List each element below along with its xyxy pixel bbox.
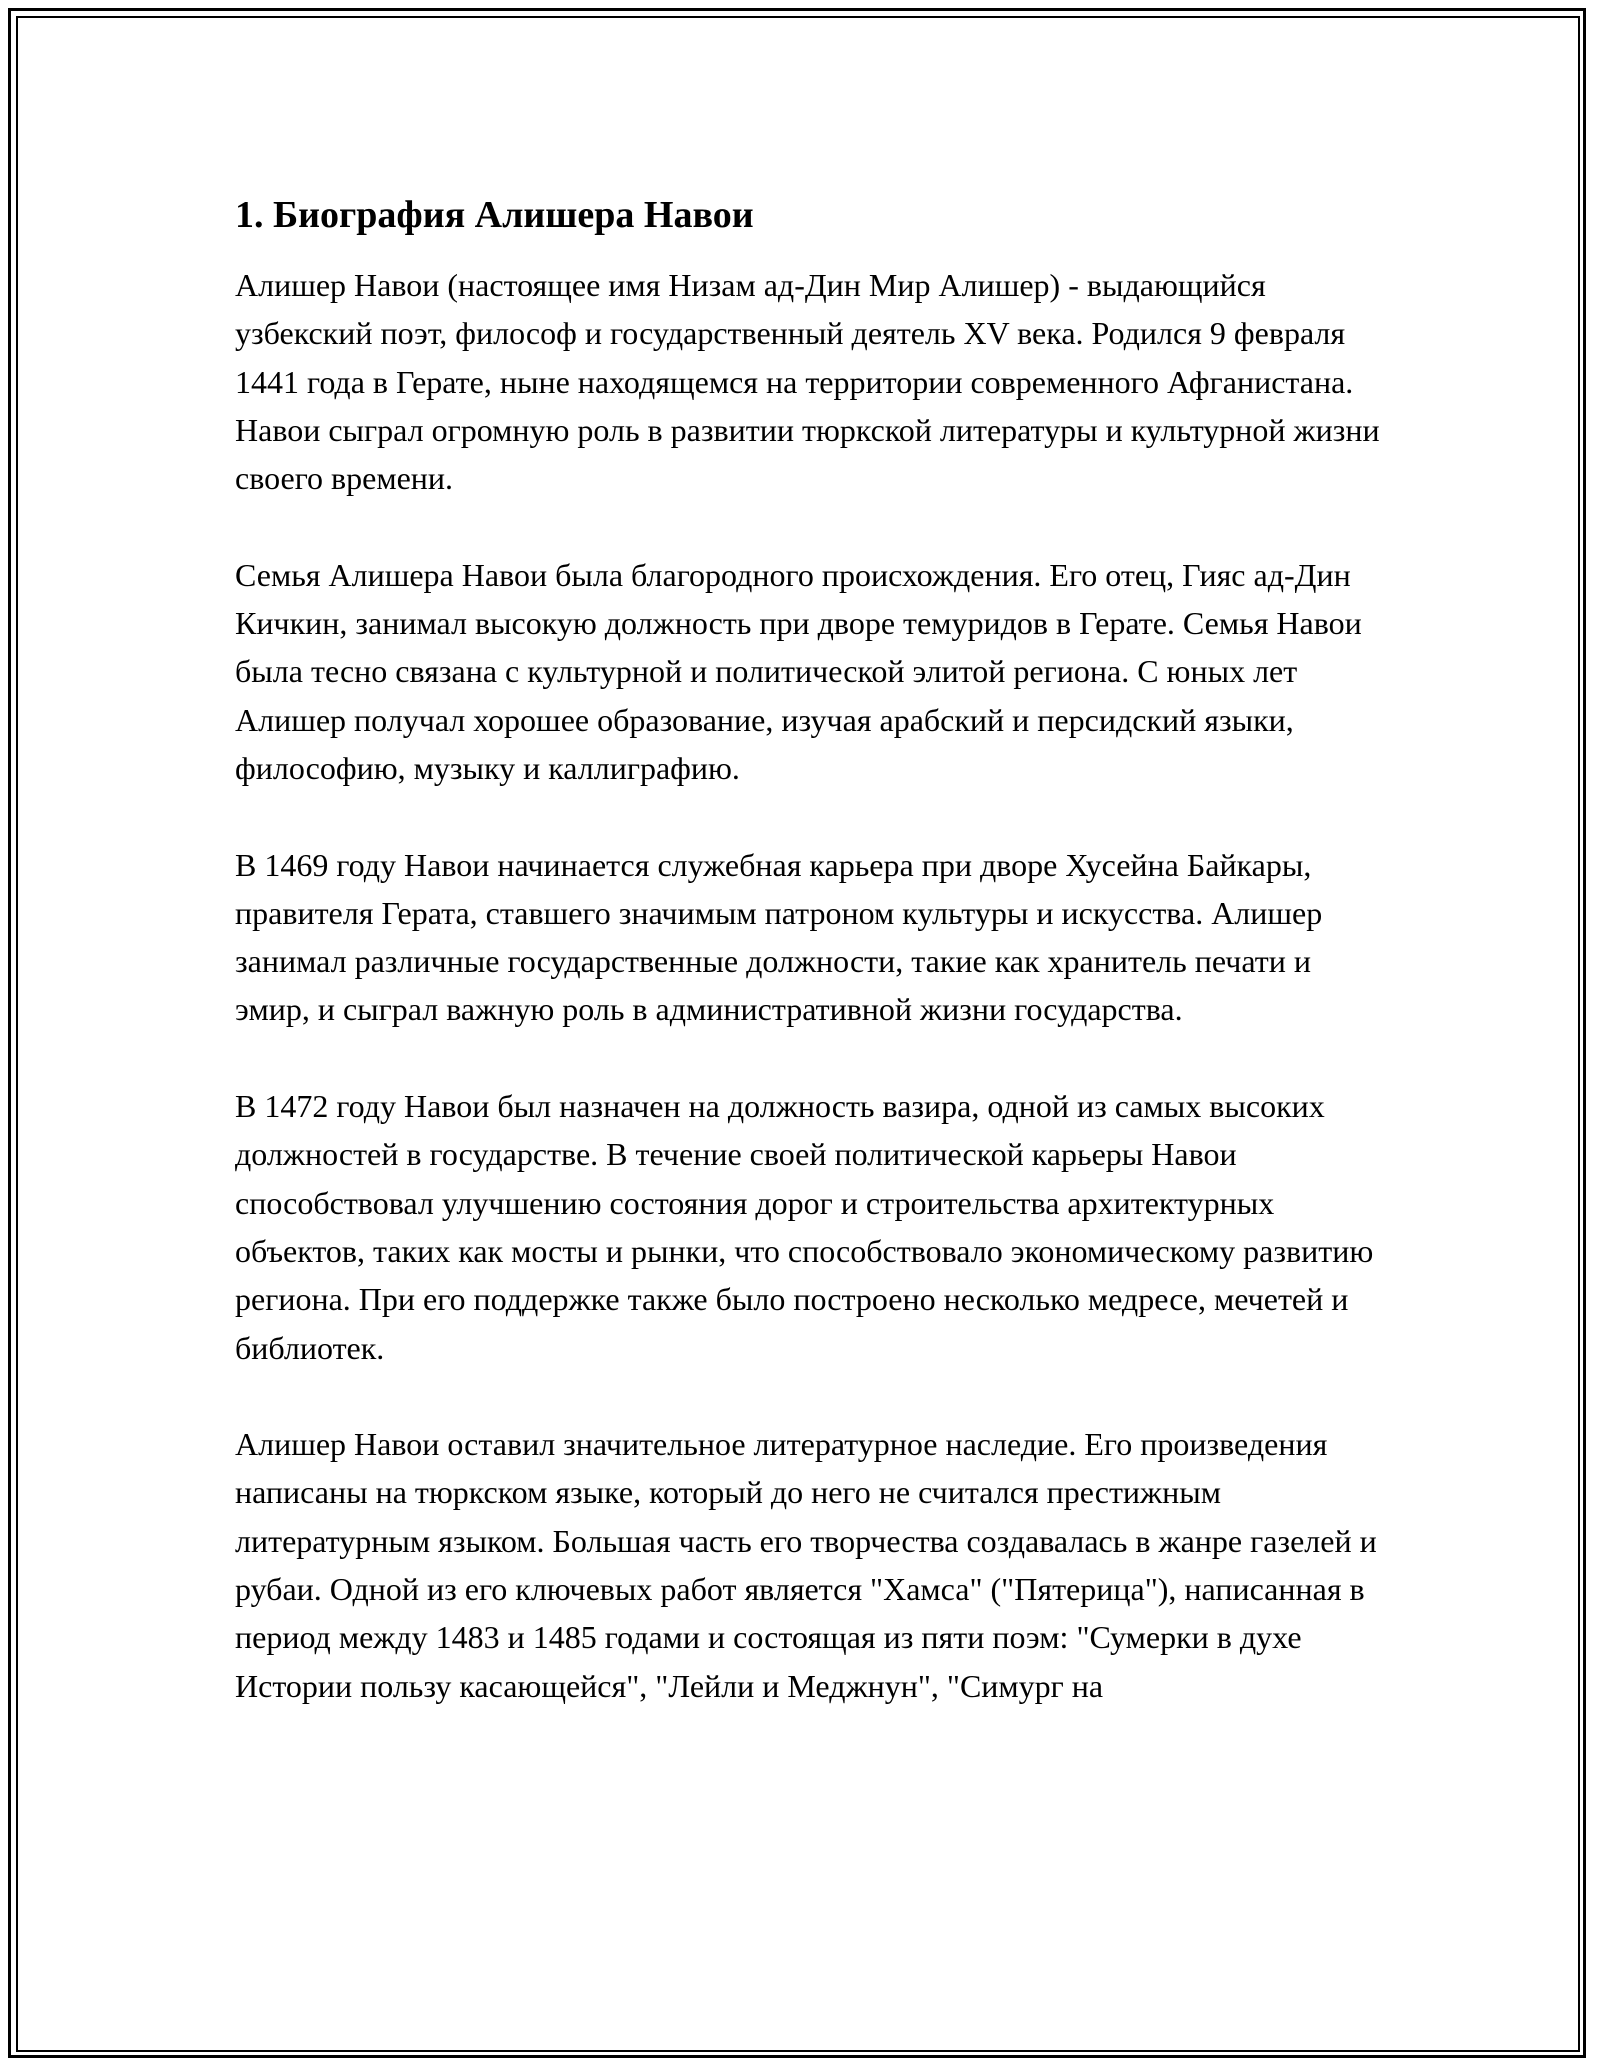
paragraph-legacy: Алишер Навои оставил значительное литературное наследие. Его произведения написаны на тюркском языке, который до него не считался престижным литературным языком. Большая часть его творчества создавалась в жанре газелей и рубаи. Одной из его ключевых работ является "Хамса" ("Пятерица"), написанная в период между 1483 и 1485 годами и состоящая из пяти поэм: "Сумерки в духе Истории пользу касающейся", "Лейли и Меджнун", "Симург на (235, 1426, 1377, 1704)
paragraph-vizier: В 1472 году Навои был назначен на должность вазира, одной из самых высоких должностей в государстве. В течение своей политической карьеры Навои способствовал улучшению состояния дорог и строительства архитектурных объектов, таких как мосты и рынки, что способствовало экономическому развитию региона. При его поддержке также было построено несколько медресе, мечетей и библиотек. (235, 1088, 1374, 1366)
paragraph-intro: Алишер Навои (настоящее имя Низам ад-Дин Мир Алишер) - выдающийся узбекский поэт, философ и государственный деятель XV века. Родился 9 февраля 1441 года в Герате, ныне находящемся на территории современного Афганистана. Навои сыграл огромную роль в развитии тюркской литературы и культурной жизни своего времени. (235, 267, 1380, 497)
document-body (235, 185, 1385, 1758)
paragraph-family: Семья Алишера Навои была благородного происхождения. Его отец, Гияс ад-Дин Кичкин, занимал высокую должность при дворе темуридов в Герате. Семья Навои была тесно связана с культурной и политической элитой региона. С юных лет Алишер получал хорошее образование, изучая арабский и персидский языки, философию, музыку и каллиграфию. (235, 556, 1362, 786)
section-heading: 1. Биография Алишера Навои (235, 194, 754, 236)
paragraph-career: В 1469 году Навои начинается служебная карьера при дворе Хусейна Байкары, правителя Герата, ставшего значимым патроном культуры и искусства. Алишер занимал различные государственные должности, такие как хранитель печати и эмир, и сыграл важную роль в административной жизни государства. (235, 846, 1323, 1028)
